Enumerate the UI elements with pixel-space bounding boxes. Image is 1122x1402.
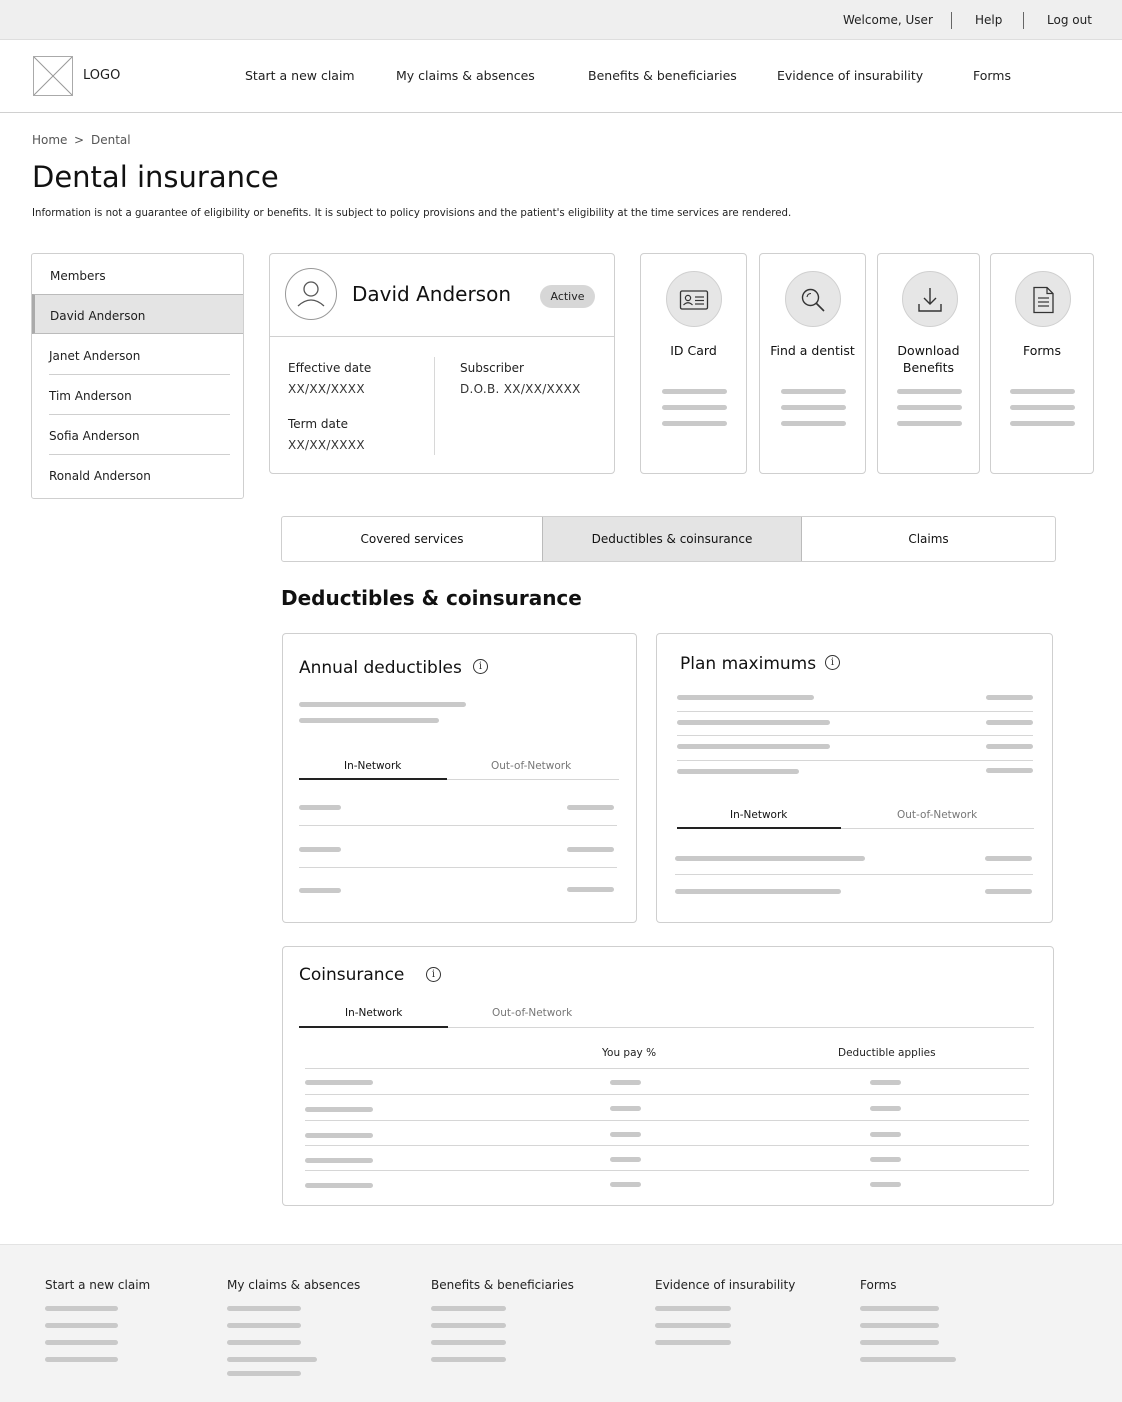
tab-covered-services[interactable]: Covered services — [360, 532, 464, 546]
forms-label: Forms — [1022, 343, 1061, 358]
placeholder-bar — [860, 1340, 939, 1345]
placeholder-bar — [45, 1340, 118, 1345]
deductible-column-header: Deductible applies — [838, 1047, 936, 1059]
placeholder-bar — [567, 847, 614, 852]
placeholder-bar — [227, 1340, 301, 1345]
placeholder-bar — [897, 405, 962, 410]
footer-forms[interactable]: Forms — [860, 1278, 897, 1292]
placeholder-bar — [610, 1106, 641, 1111]
placeholder-bar — [567, 887, 614, 892]
plan-maximums-panel — [656, 633, 1053, 923]
divider — [305, 1170, 1029, 1171]
search-icon — [785, 271, 841, 327]
out-network-tab[interactable]: Out-of-Network — [491, 760, 572, 772]
placeholder-bar — [860, 1323, 939, 1328]
id-card-icon — [666, 271, 722, 327]
placeholder-bar — [781, 421, 846, 426]
placeholder-bar — [431, 1340, 506, 1345]
section-title: Deductibles & coinsurance — [281, 586, 582, 610]
nav-my-claims[interactable]: My claims & absences — [396, 68, 535, 83]
download-icon — [902, 271, 958, 327]
placeholder-bar — [662, 389, 727, 394]
annual-deductibles-panel — [282, 633, 637, 923]
divider — [951, 12, 952, 29]
main-header — [0, 40, 1122, 113]
find-dentist-link[interactable] — [759, 253, 866, 474]
divider — [299, 867, 617, 868]
placeholder-bar — [45, 1357, 118, 1362]
placeholder-bar — [655, 1340, 731, 1345]
nav-benefits[interactable]: Benefits & beneficiaries — [588, 68, 737, 83]
forms-link[interactable] — [990, 253, 1094, 474]
divider — [677, 735, 1033, 736]
placeholder-bar — [227, 1323, 301, 1328]
in-network-tab[interactable]: In-Network — [345, 1007, 403, 1019]
help-link[interactable]: Help — [975, 13, 1003, 27]
placeholder-bar — [870, 1182, 901, 1187]
divider — [434, 357, 435, 455]
placeholder-bar — [1010, 405, 1075, 410]
placeholder-bar — [897, 389, 962, 394]
effective-date-label: Effective date — [288, 361, 372, 375]
placeholder-bar — [986, 768, 1033, 773]
divider — [305, 1068, 1029, 1069]
active-tab-underline — [299, 1026, 448, 1028]
footer-start-claim[interactable]: Start a new claim — [45, 1278, 151, 1292]
tab-deductibles[interactable]: Deductibles & coinsurance — [543, 517, 801, 561]
placeholder-bar — [655, 1323, 731, 1328]
placeholder-bar — [677, 695, 814, 700]
member-name: David Anderson — [352, 282, 512, 306]
breadcrumb-current: Dental — [91, 133, 131, 147]
placeholder-bar — [870, 1080, 901, 1085]
member-item-david[interactable]: David Anderson — [32, 294, 243, 334]
placeholder-bar — [610, 1157, 641, 1162]
placeholder-bar — [860, 1357, 956, 1362]
placeholder-bar — [305, 1158, 373, 1163]
placeholder-bar — [675, 889, 841, 894]
member-profile-card — [269, 253, 615, 474]
download-benefits-label: Download Benefits — [897, 343, 960, 375]
footer-benefits[interactable]: Benefits & beneficiaries — [431, 1278, 574, 1292]
divider — [270, 336, 614, 337]
placeholder-bar — [986, 720, 1033, 725]
in-network-tab[interactable]: In-Network — [344, 760, 402, 772]
members-heading: Members — [50, 269, 106, 283]
breadcrumb-separator: > — [74, 133, 85, 147]
nav-start-claim[interactable]: Start a new claim — [245, 68, 355, 83]
placeholder-bar — [870, 1157, 901, 1162]
placeholder-bar — [897, 421, 962, 426]
placeholder-bar — [305, 1183, 373, 1188]
active-tab-underline — [677, 827, 841, 829]
placeholder-bar — [675, 856, 865, 861]
placeholder-bar — [677, 769, 799, 774]
divider — [1023, 12, 1024, 29]
placeholder-bar — [299, 702, 466, 707]
members-panel — [31, 253, 244, 499]
active-tab-underline — [299, 778, 447, 780]
placeholder-bar — [781, 405, 846, 410]
placeholder-bar — [305, 1080, 373, 1085]
placeholder-bar — [299, 847, 341, 852]
subscriber-label: Subscriber — [460, 361, 524, 375]
placeholder-bar — [305, 1133, 373, 1138]
placeholder-bar — [45, 1323, 118, 1328]
placeholder-bar — [610, 1132, 641, 1137]
out-network-tab[interactable]: Out-of-Network — [897, 809, 978, 821]
nav-evidence[interactable]: Evidence of insurability — [777, 68, 924, 83]
disclaimer-text: Information is not a guarantee of eligibility or benefits. It is subject to policy provisions and the patient's eligibility at the time services are rendered. — [32, 208, 792, 219]
divider — [305, 1145, 1029, 1146]
utility-bar — [0, 0, 1122, 40]
placeholder-bar — [870, 1106, 901, 1111]
footer-evidence[interactable]: Evidence of insurability — [655, 1278, 796, 1292]
placeholder-bar — [870, 1132, 901, 1137]
document-icon — [1015, 271, 1071, 327]
footer-my-claims[interactable]: My claims & absences — [227, 1278, 361, 1292]
placeholder-bar — [1010, 421, 1075, 426]
plan-maximums-title: Plan maximums — [680, 654, 817, 674]
coinsurance-title: Coinsurance — [299, 965, 405, 985]
placeholder-bar — [299, 888, 341, 893]
placeholder-bar — [985, 856, 1032, 861]
divider — [675, 874, 1033, 875]
placeholder-bar — [985, 889, 1032, 894]
divider — [305, 1120, 1029, 1121]
divider — [677, 711, 1033, 712]
placeholder-bar — [299, 805, 341, 810]
page-title: Dental insurance — [32, 160, 279, 194]
placeholder-bar — [655, 1306, 731, 1311]
nav-forms[interactable]: Forms — [973, 68, 1012, 83]
id-card-link[interactable] — [640, 253, 747, 474]
placeholder-bar — [677, 744, 830, 749]
out-network-tab[interactable]: Out-of-Network — [492, 1007, 573, 1019]
member-item-tim[interactable]: Tim Anderson — [49, 389, 132, 403]
placeholder-bar — [781, 389, 846, 394]
placeholder-bar — [45, 1306, 118, 1311]
placeholder-bar — [610, 1182, 641, 1187]
placeholder-bar — [610, 1080, 641, 1085]
tab-claims[interactable]: Claims — [908, 532, 949, 546]
find-dentist-label: Find a dentist — [770, 343, 855, 358]
content-tabs — [281, 516, 1056, 562]
id-card-label: ID Card — [670, 343, 717, 358]
info-icon[interactable]: i — [426, 967, 441, 982]
term-date-label: Term date — [288, 417, 348, 431]
logo-text[interactable]: LOGO — [83, 68, 121, 83]
placeholder-bar — [567, 805, 614, 810]
divider — [305, 1094, 1029, 1095]
member-item-janet[interactable]: Janet Anderson — [49, 349, 141, 363]
placeholder-bar — [227, 1306, 301, 1311]
divider — [299, 825, 617, 826]
divider — [677, 760, 1033, 761]
term-date-value: XX/XX/XXXX — [288, 438, 365, 452]
placeholder-bar — [227, 1357, 317, 1362]
member-item-ronald[interactable]: Ronald Anderson — [49, 469, 151, 483]
placeholder-bar — [299, 718, 439, 723]
placeholder-bar — [431, 1323, 506, 1328]
placeholder-bar — [986, 695, 1033, 700]
you-pay-column-header: You pay % — [602, 1047, 657, 1059]
in-network-tab[interactable]: In-Network — [730, 809, 788, 821]
site-footer — [0, 1244, 1122, 1402]
placeholder-bar — [986, 744, 1033, 749]
placeholder-bar — [860, 1306, 939, 1311]
placeholder-bar — [662, 405, 727, 410]
effective-date-value: XX/XX/XXXX — [288, 382, 365, 396]
avatar-icon — [285, 268, 337, 320]
coinsurance-panel — [282, 946, 1054, 1206]
placeholder-bar — [1010, 389, 1075, 394]
annual-deductibles-title: Annual deductibles — [299, 658, 462, 678]
placeholder-bar — [431, 1306, 506, 1311]
welcome-text: Welcome, User — [843, 13, 933, 27]
dob-value: D.O.B. XX/XX/XXXX — [460, 382, 581, 396]
placeholder-bar — [662, 421, 727, 426]
member-item-sofia[interactable]: Sofia Anderson — [49, 429, 140, 443]
breadcrumb-home[interactable]: Home — [32, 133, 68, 147]
logout-link[interactable]: Log out — [1047, 13, 1092, 27]
info-icon[interactable]: i — [825, 655, 840, 670]
download-benefits-link[interactable] — [877, 253, 980, 474]
status-badge: Active — [540, 285, 595, 308]
placeholder-bar — [227, 1371, 301, 1376]
placeholder-bar — [431, 1357, 506, 1362]
placeholder-bar — [677, 720, 830, 725]
info-icon[interactable]: i — [473, 659, 488, 674]
logo-placeholder-icon[interactable] — [33, 56, 73, 96]
placeholder-bar — [305, 1107, 373, 1112]
